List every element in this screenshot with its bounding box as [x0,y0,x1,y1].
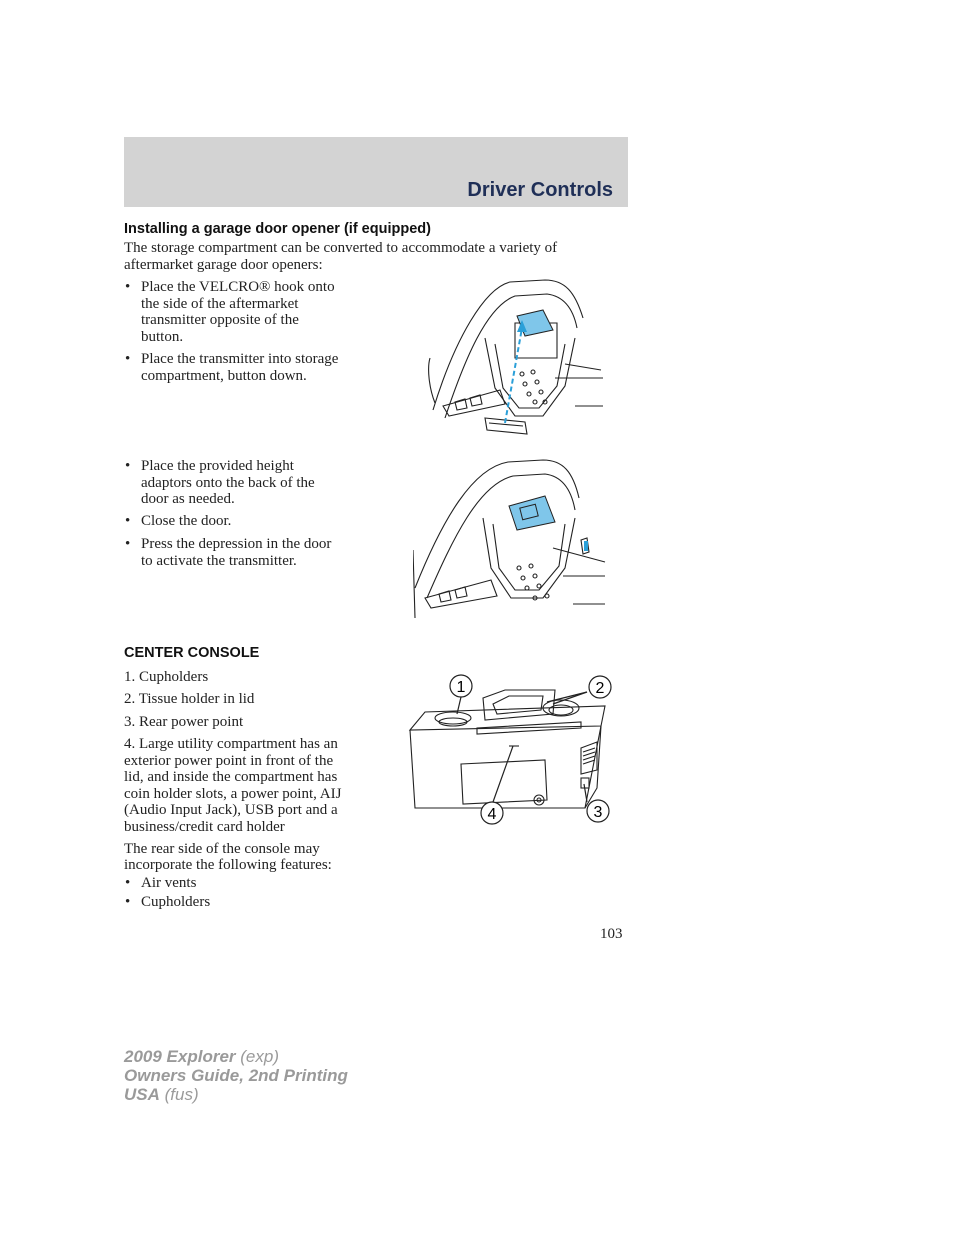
garage-bullet-1 [124,279,335,345]
item-line: coin holder slots, a power point, AIJ [124,785,342,802]
footer-market-code: (fus) [164,1085,199,1104]
bullet-line: the side of the aftermarket [141,295,299,312]
svg-text:1: 1 [456,679,466,696]
overhead-compartment-install-illustration [425,278,605,440]
footer [124,1047,348,1104]
bullet-line: transmitter opposite of the [141,312,299,328]
bullet-line: door as needed. [141,491,235,507]
garage-intro-line-2: aftermarket garage door openers: [124,257,323,273]
svg-text:2: 2 [595,680,605,697]
item-line: 4. Large utility compartment has an [124,736,338,752]
bullet-line: • Cupholders [141,894,211,910]
footer-line-1 [124,1047,348,1066]
overhead-compartment-closed-illustration [413,458,607,620]
item-line: lid, and inside the compartment has [124,769,338,785]
garage-bullet-4 [124,513,231,530]
console-item-1: 1. Cupholders [124,669,209,685]
garage-section-heading: Installing a garage door opener (if equipped) [124,221,431,237]
console-item-4 [124,736,341,835]
garage-bullet-3 [124,458,315,508]
garage-intro-line-1: The storage compartment can be converted to accommodate a variety of [124,240,558,256]
console-item-2: 2. Tissue holder in lid [124,691,255,707]
center-console-illustration [405,670,615,830]
callout-2 [589,676,611,698]
callout-4 [481,802,503,824]
callout-3 [587,800,609,822]
bullet-line: • Place the provided height [141,458,294,474]
rear-bullet-2 [124,894,210,911]
svg-text:3: 3 [593,804,603,821]
rear-side-line-1: The rear side of the console may [124,841,320,857]
garage-bullet-2 [124,351,338,384]
page-number: 103 [600,926,623,942]
bullet-line: • Place the VELCRO® hook onto [141,279,335,295]
footer-guide: Owners Guide, 2nd Printing [124,1066,348,1085]
footer-line-2 [124,1066,348,1085]
header-band [124,137,628,207]
svg-text:4: 4 [487,806,497,823]
console-item-3: 3. Rear power point [124,714,244,730]
footer-model: 2009 Explorer [124,1047,236,1066]
item-line: (Audio Input Jack), USB port and a [124,802,338,818]
footer-market: USA [124,1085,160,1104]
callout-1 [450,675,472,697]
rear-bullet-1 [124,875,196,892]
footer-model-code: (exp) [240,1047,279,1066]
bullet-line: to activate the transmitter. [141,552,297,569]
bullet-line: compartment, button down. [141,367,307,384]
bullet-line: • Close the door. [141,513,232,529]
bullet-line: button. [141,328,184,345]
bullet-line: adaptors onto the back of the [141,474,315,491]
rear-side-line-2: incorporate the following features: [124,857,332,873]
bullet-line: • Air vents [141,875,197,891]
center-console-heading: CENTER CONSOLE [124,645,260,661]
item-line: exterior power point in front of the [124,752,334,769]
garage-bullet-5 [124,536,331,569]
bullet-line: • Press the depression in the door [141,536,332,552]
bullet-line: • Place the transmitter into storage [141,351,339,367]
item-line: business/credit card holder [124,818,285,835]
footer-line-3 [124,1085,348,1104]
header-title: Driver Controls [467,179,613,201]
